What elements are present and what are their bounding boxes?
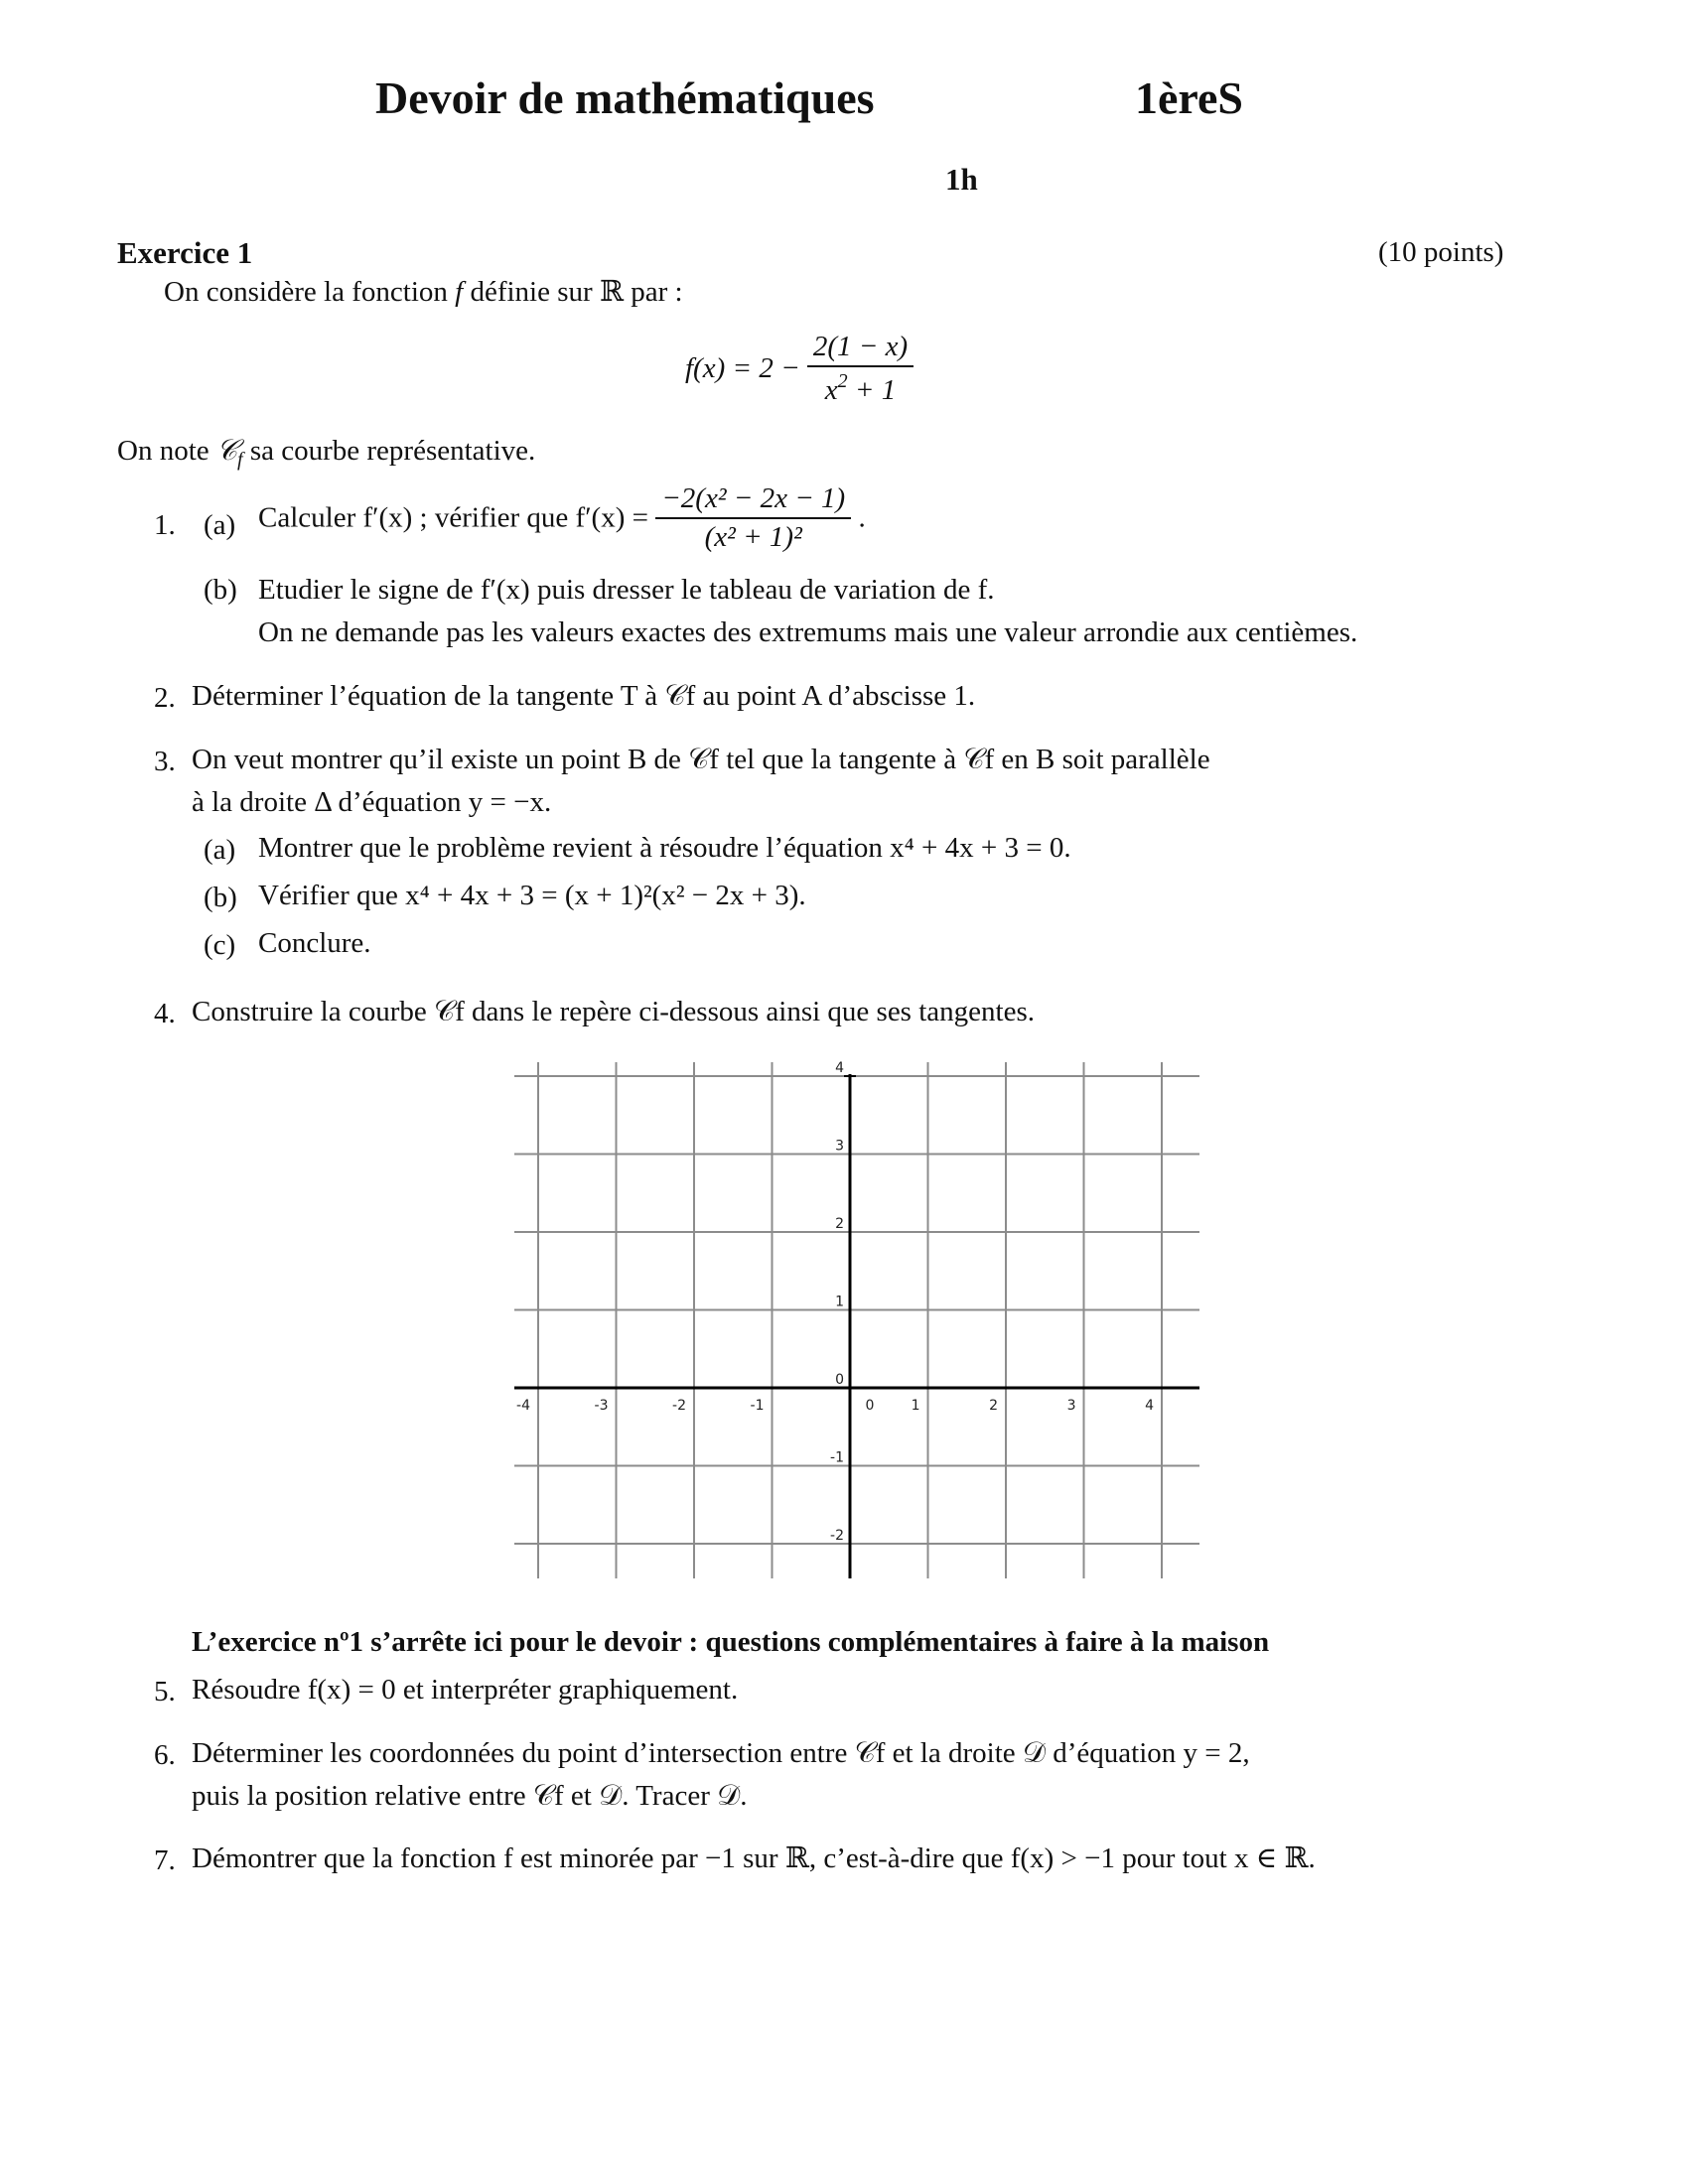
x-tick-label: 2 xyxy=(989,1398,998,1414)
q7-text: Démontrer que la fonction f est minorée par −1 sur ℝ, c’est-à-dire que f(x) > −1 pour tout x ∈ ℝ. xyxy=(192,1843,1316,1874)
note-text-a: On note xyxy=(117,435,210,467)
q3b-label: (b) xyxy=(204,882,237,913)
q6-number: 6. xyxy=(154,1739,176,1771)
y-tick-label: 4 xyxy=(835,1060,844,1076)
q5-text: Résoudre f(x) = 0 et interpréter graphiquement. xyxy=(192,1674,739,1706)
q3-number: 3. xyxy=(154,746,176,777)
q1a-fraction xyxy=(655,484,851,552)
y-tick-label: 3 xyxy=(835,1138,844,1155)
x-tick-label: 0 xyxy=(865,1398,875,1414)
duration: 1h xyxy=(945,162,978,197)
note-text-b: sa courbe représentative. xyxy=(249,435,536,467)
q1b-text2: On ne demande pas les valeurs exactes des extremums mais une valeur arrondie aux centièmes. xyxy=(258,616,1358,648)
q1a-text: Calculer f′(x) ; vérifier que f′(x) = $\frac{\text{−2(x² − 2x − 1)}}{\text{(x² + 1)²}}$ . xyxy=(258,482,866,553)
q4-number: 4. xyxy=(154,998,176,1029)
class-level: 1èreS xyxy=(1135,72,1244,123)
exercise-points: (10 points) xyxy=(1378,236,1504,268)
x-tick-label: 4 xyxy=(1145,1398,1154,1414)
function-formula xyxy=(685,333,914,405)
y-tick-label: 0 xyxy=(835,1372,844,1388)
curve-symbol: 𝒞$_f$ xyxy=(215,435,243,471)
y-tick-label: -1 xyxy=(830,1449,844,1466)
intro-text-b: définie sur ℝ par : xyxy=(470,276,683,308)
document-title: Devoir de mathématiques xyxy=(375,72,875,123)
x-tick-label: 3 xyxy=(1066,1398,1076,1414)
x-tick-label: -3 xyxy=(594,1398,609,1414)
x-tick-label: -1 xyxy=(750,1398,765,1414)
x-tick-label: -4 xyxy=(516,1398,530,1414)
x-tick-label: -2 xyxy=(672,1398,686,1414)
q2-text: Déterminer l’équation de la tangente T à 𝒞f au point A d’abscisse 1. xyxy=(192,680,976,712)
x-tick-label: 1 xyxy=(911,1398,920,1414)
formula-lhs: f(x) = 2 − xyxy=(685,352,800,384)
q6-text: Déterminer les coordonnées du point d’intersection entre 𝒞f et la droite 𝒟 d’équation y = 2, xyxy=(192,1737,1250,1769)
q1-number: 1. xyxy=(154,509,176,541)
q1a-label: (a) xyxy=(204,509,236,541)
q1b-text: Etudier le signe de f′(x) puis dresser le tableau de variation de f. xyxy=(258,574,995,606)
q2-number: 2. xyxy=(154,682,176,714)
q1b-label: (b) xyxy=(204,574,237,606)
y-tick-label: 2 xyxy=(835,1216,844,1232)
q3a-text: Montrer que le problème revient à résoudre l’équation x⁴ + 4x + 3 = 0. xyxy=(258,832,1071,864)
intro-text-a: On considère la fonction xyxy=(164,276,448,308)
q3c-label: (c) xyxy=(204,929,236,961)
formula-denominator: $x^2 + 1$ xyxy=(807,365,914,405)
q3-text2: à la droite Δ d’équation y = −x. xyxy=(192,786,552,818)
q1a-denominator: (x² + 1)² xyxy=(655,517,851,552)
q1a-numerator: −2(x² − 2x − 1) xyxy=(661,482,846,514)
q4-text: Construire la courbe 𝒞f dans le repère ci-dessous ainsi que ses tangentes. xyxy=(192,996,1035,1027)
q3b-text: Vérifier que x⁴ + 4x + 3 = (x + 1)²(x² − 2x + 3). xyxy=(258,880,806,911)
y-tick-label: -2 xyxy=(830,1528,844,1544)
q3-text: On veut montrer qu’il existe un point B de 𝒞f tel que la tangente à 𝒞f en B soit parallèle xyxy=(192,744,1210,775)
q3c-text: Conclure. xyxy=(258,927,371,959)
exercise-intro xyxy=(164,278,683,307)
q3a-label: (a) xyxy=(204,834,236,866)
q7-number: 7. xyxy=(154,1844,176,1876)
homework-notice: L’exercice nº1 s’arrête ici pour le devoir : questions complémentaires à faire à la maison xyxy=(192,1626,1270,1658)
formula-fraction xyxy=(807,333,914,405)
q6-text2: puis la position relative entre 𝒞f et 𝒟. Tracer 𝒟. xyxy=(192,1780,748,1812)
y-tick-label: 1 xyxy=(835,1294,844,1310)
exercise-title: Exercice 1 xyxy=(117,235,253,270)
intro-f: f xyxy=(455,276,464,308)
formula-numerator: 2(1 − x) xyxy=(812,331,909,362)
q5-number: 5. xyxy=(154,1676,176,1707)
curve-note xyxy=(117,437,535,470)
